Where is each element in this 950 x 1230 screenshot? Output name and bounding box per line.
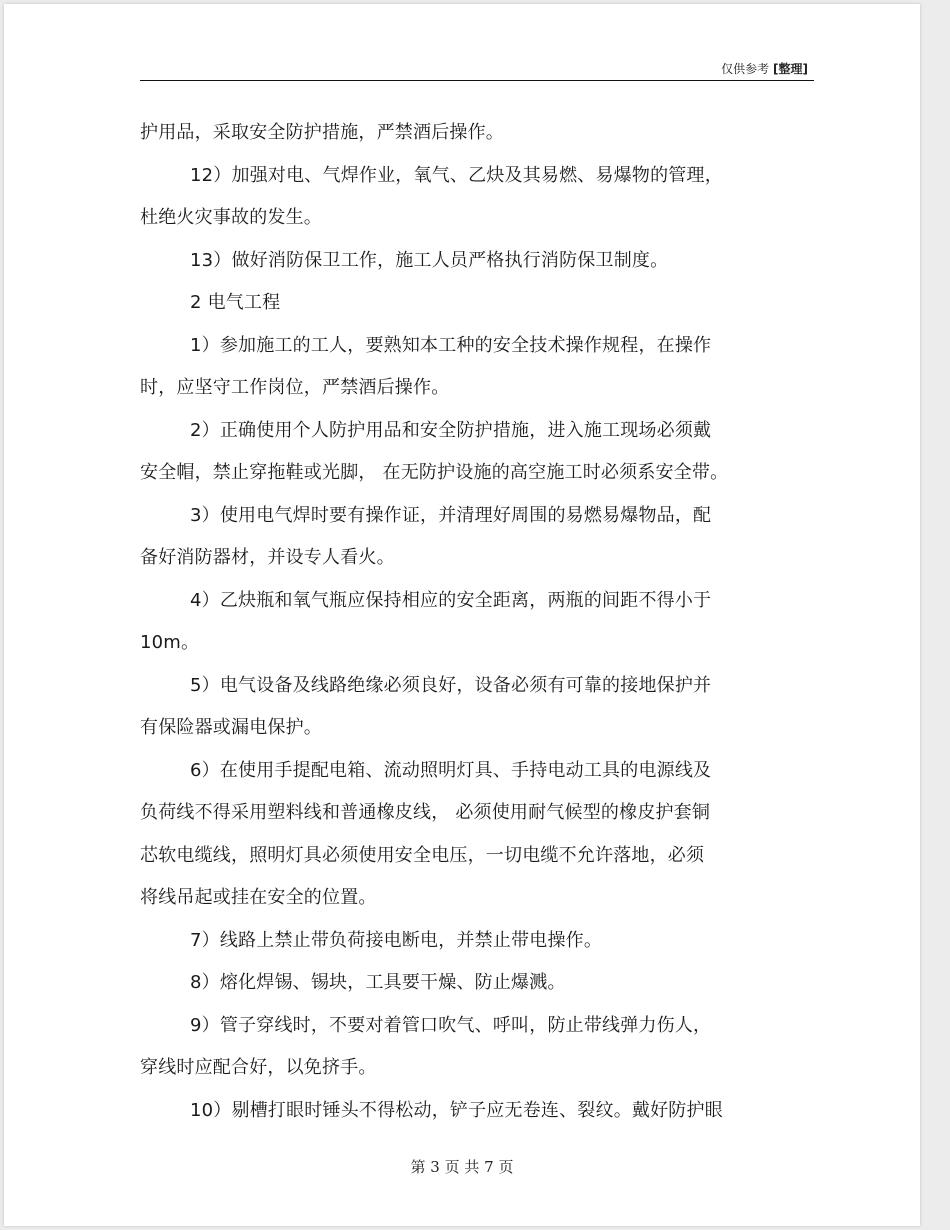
text-line: 6）在使用手提配电箱、流动照明灯具、手持电动工具的电源线及 (190, 759, 712, 781)
header-divider (140, 80, 814, 81)
text-line: 2 电气工程 (190, 292, 281, 313)
header-bracket-label: [整理] (773, 62, 808, 76)
header-note: 仅供参考 (721, 62, 770, 76)
text-line: 9）管子穿线时，不要对着管口吹气、呼叫，防止带线弹力伤人， (190, 1014, 712, 1036)
text-line: 8）熔化焊锡、锡块，工具要干燥、防止爆溅。 (190, 972, 566, 993)
text-line: 12）加强对电、气焊作业，氧气、乙炔及其易燃、易爆物的管理， (190, 164, 723, 186)
text-line: 3）使用电气焊时要有操作证，并清理好周围的易燃易爆物品，配 (190, 504, 712, 526)
document-body (140, 112, 820, 1132)
text-line: 穿线时应配合好，以免挤手。 (140, 1057, 377, 1078)
text-line: 负荷线不得采用塑料线和普通橡皮线， 必须使用耐气候型的橡皮护套铜 (140, 802, 711, 823)
document-page (4, 4, 920, 1226)
page-footer: 第 3 页 共 7 页 (410, 1158, 514, 1176)
text-line: 备好消防器材，并设专人看火。 (140, 547, 395, 568)
text-line: 有保险器或漏电保护。 (140, 717, 322, 738)
text-line: 芯软电缆线，照明灯具必须使用安全电压，一切电缆不允许落地，必须 (140, 844, 705, 866)
text-line: 时，应坚守工作岗位，严禁酒后操作。 (140, 377, 450, 398)
text-line: 1）参加施工的工人，要熟知本工种的安全技术操作规程，在操作 (190, 334, 712, 356)
text-line: 4）乙炔瓶和氧气瓶应保持相应的安全距离，两瓶的间距不得小于 (190, 589, 712, 611)
text-line: 10m。 (140, 632, 200, 653)
text-line: 5）电气设备及线路绝缘必须良好，设备必须有可靠的接地保护并 (190, 674, 712, 696)
text-line: 杜绝火灾事故的发生。 (140, 207, 322, 228)
text-line: 将线吊起或挂在安全的位置。 (140, 887, 377, 908)
text-line: 2）正确使用个人防护用品和安全防护措施，进入施工现场必须戴 (190, 419, 712, 441)
text-line: 安全帽，禁止穿拖鞋或光脚， 在无防护设施的高空施工时必须系安全带。 (140, 462, 729, 483)
text-line: 护用品，采取安全防护措施，严禁酒后操作。 (140, 122, 504, 143)
text-line: 13）做好消防保卫工作，施工人员严格执行消防保卫制度。 (190, 249, 669, 271)
text-line: 10）剔槽打眼时锤头不得松动，铲子应无卷连、裂纹。戴好防护眼 (190, 1099, 723, 1121)
page-header (721, 60, 808, 77)
text-line: 7）线路上禁止带负荷接电断电，并禁止带电操作。 (190, 929, 603, 951)
